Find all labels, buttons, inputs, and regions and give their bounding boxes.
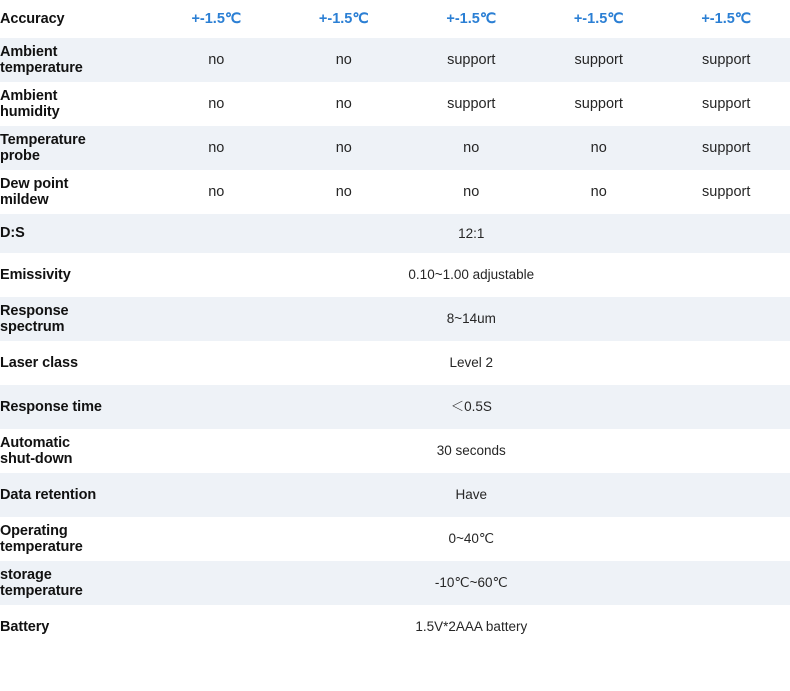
- cell-value: support: [447, 51, 496, 68]
- cell-value: no: [463, 139, 480, 156]
- row-label-line2: mildew: [0, 192, 49, 208]
- row-label-dew-point-mildew: [0, 170, 153, 214]
- cell-value: Have: [455, 487, 488, 503]
- row-label-line1: Data retention: [0, 486, 97, 503]
- cell-value: support: [574, 95, 623, 112]
- row-label-line1: Response time: [0, 398, 102, 415]
- row-label-response-spectrum: [0, 297, 153, 341]
- row-label-data-retention: [0, 473, 153, 517]
- row-label-line1: Automatic: [0, 434, 70, 451]
- table-row: [0, 429, 790, 473]
- table-row: [0, 561, 790, 605]
- row-label-line1: Ambient: [0, 43, 58, 60]
- table-row: [0, 605, 790, 649]
- table-row-accuracy: [0, 0, 790, 38]
- row-label-line1: Dew point: [0, 175, 69, 192]
- row-label-ambient-temperature: [0, 38, 153, 82]
- cell-value: ＜0.5S: [450, 399, 492, 415]
- row-label-line1: Temperature: [0, 131, 86, 148]
- row-label-line2: humidity: [0, 104, 60, 120]
- cell-value: 1.5V*2AAA battery: [415, 619, 528, 635]
- row-label-line2: temperature: [0, 539, 83, 555]
- table-row: [0, 341, 790, 385]
- cell-value: no: [335, 95, 352, 112]
- table-row: [0, 385, 790, 429]
- cell-value: support: [447, 95, 496, 112]
- cell-value: no: [335, 183, 352, 200]
- table-row: [0, 82, 790, 126]
- table-row: [0, 473, 790, 517]
- row-label-line1: Laser class: [0, 354, 78, 371]
- table-row: [0, 253, 790, 297]
- row-label-line1: storage: [0, 566, 52, 583]
- row-label-response-time: [0, 385, 153, 429]
- row-label-ambient-humidity: [0, 82, 153, 126]
- cell-value: support: [702, 139, 751, 156]
- row-label-storage-temperature: [0, 561, 153, 605]
- row-label-line1: Battery: [0, 618, 50, 635]
- row-label-emissivity: [0, 253, 153, 297]
- cell-value: 8~14um: [446, 311, 496, 327]
- cell-value: support: [702, 183, 751, 200]
- accuracy-value-5: +-1.5℃: [701, 10, 752, 27]
- row-label-line2: temperature: [0, 60, 83, 76]
- row-label-temperature-probe: [0, 126, 153, 170]
- cell-value: no: [208, 51, 225, 68]
- row-label-accuracy: Accuracy: [0, 10, 65, 27]
- row-label-line1: Emissivity: [0, 266, 71, 283]
- row-label-line1: Response: [0, 302, 69, 319]
- cell-value: no: [463, 183, 480, 200]
- row-label-line2: probe: [0, 148, 40, 164]
- cell-value: Level 2: [449, 355, 494, 371]
- cell-value: no: [590, 139, 607, 156]
- row-label-line2: shut-down: [0, 451, 73, 467]
- cell-value: 12:1: [458, 225, 485, 241]
- cell-value: no: [208, 183, 225, 200]
- row-label-operating-temperature: [0, 517, 153, 561]
- row-label-laser-class: [0, 341, 153, 385]
- accuracy-value-2: +-1.5℃: [318, 10, 369, 27]
- cell-value: 30 seconds: [436, 443, 506, 459]
- row-label-line1: Ambient: [0, 87, 58, 104]
- accuracy-value-3: +-1.5℃: [446, 10, 497, 27]
- cell-value: no: [208, 95, 225, 112]
- accuracy-value-1: +-1.5℃: [191, 10, 242, 27]
- row-label-automatic-shutdown: [0, 429, 153, 473]
- table-row: [0, 38, 790, 82]
- cell-value: support: [574, 51, 623, 68]
- cell-value: no: [335, 51, 352, 68]
- row-label-line1: D:S: [0, 225, 25, 242]
- table-row: [0, 517, 790, 561]
- cell-value: no: [335, 139, 352, 156]
- cell-value: support: [702, 95, 751, 112]
- row-label-battery: [0, 605, 153, 649]
- table-row: [0, 297, 790, 341]
- cell-value: support: [702, 51, 751, 68]
- table-row: [0, 214, 790, 253]
- table-row: [0, 170, 790, 214]
- cell-value: no: [208, 139, 225, 156]
- cell-value: 0.10~1.00 adjustable: [408, 267, 535, 283]
- row-label-line2: temperature: [0, 583, 83, 599]
- cell-value: 0~40℃: [448, 531, 495, 547]
- table-row: [0, 126, 790, 170]
- row-label-ds: [0, 214, 153, 253]
- row-label-line1: Operating: [0, 522, 68, 539]
- accuracy-value-4: +-1.5℃: [573, 10, 624, 27]
- row-label-line2: spectrum: [0, 319, 65, 335]
- cell-value: -10℃~60℃: [434, 575, 508, 591]
- cell-value: no: [590, 183, 607, 200]
